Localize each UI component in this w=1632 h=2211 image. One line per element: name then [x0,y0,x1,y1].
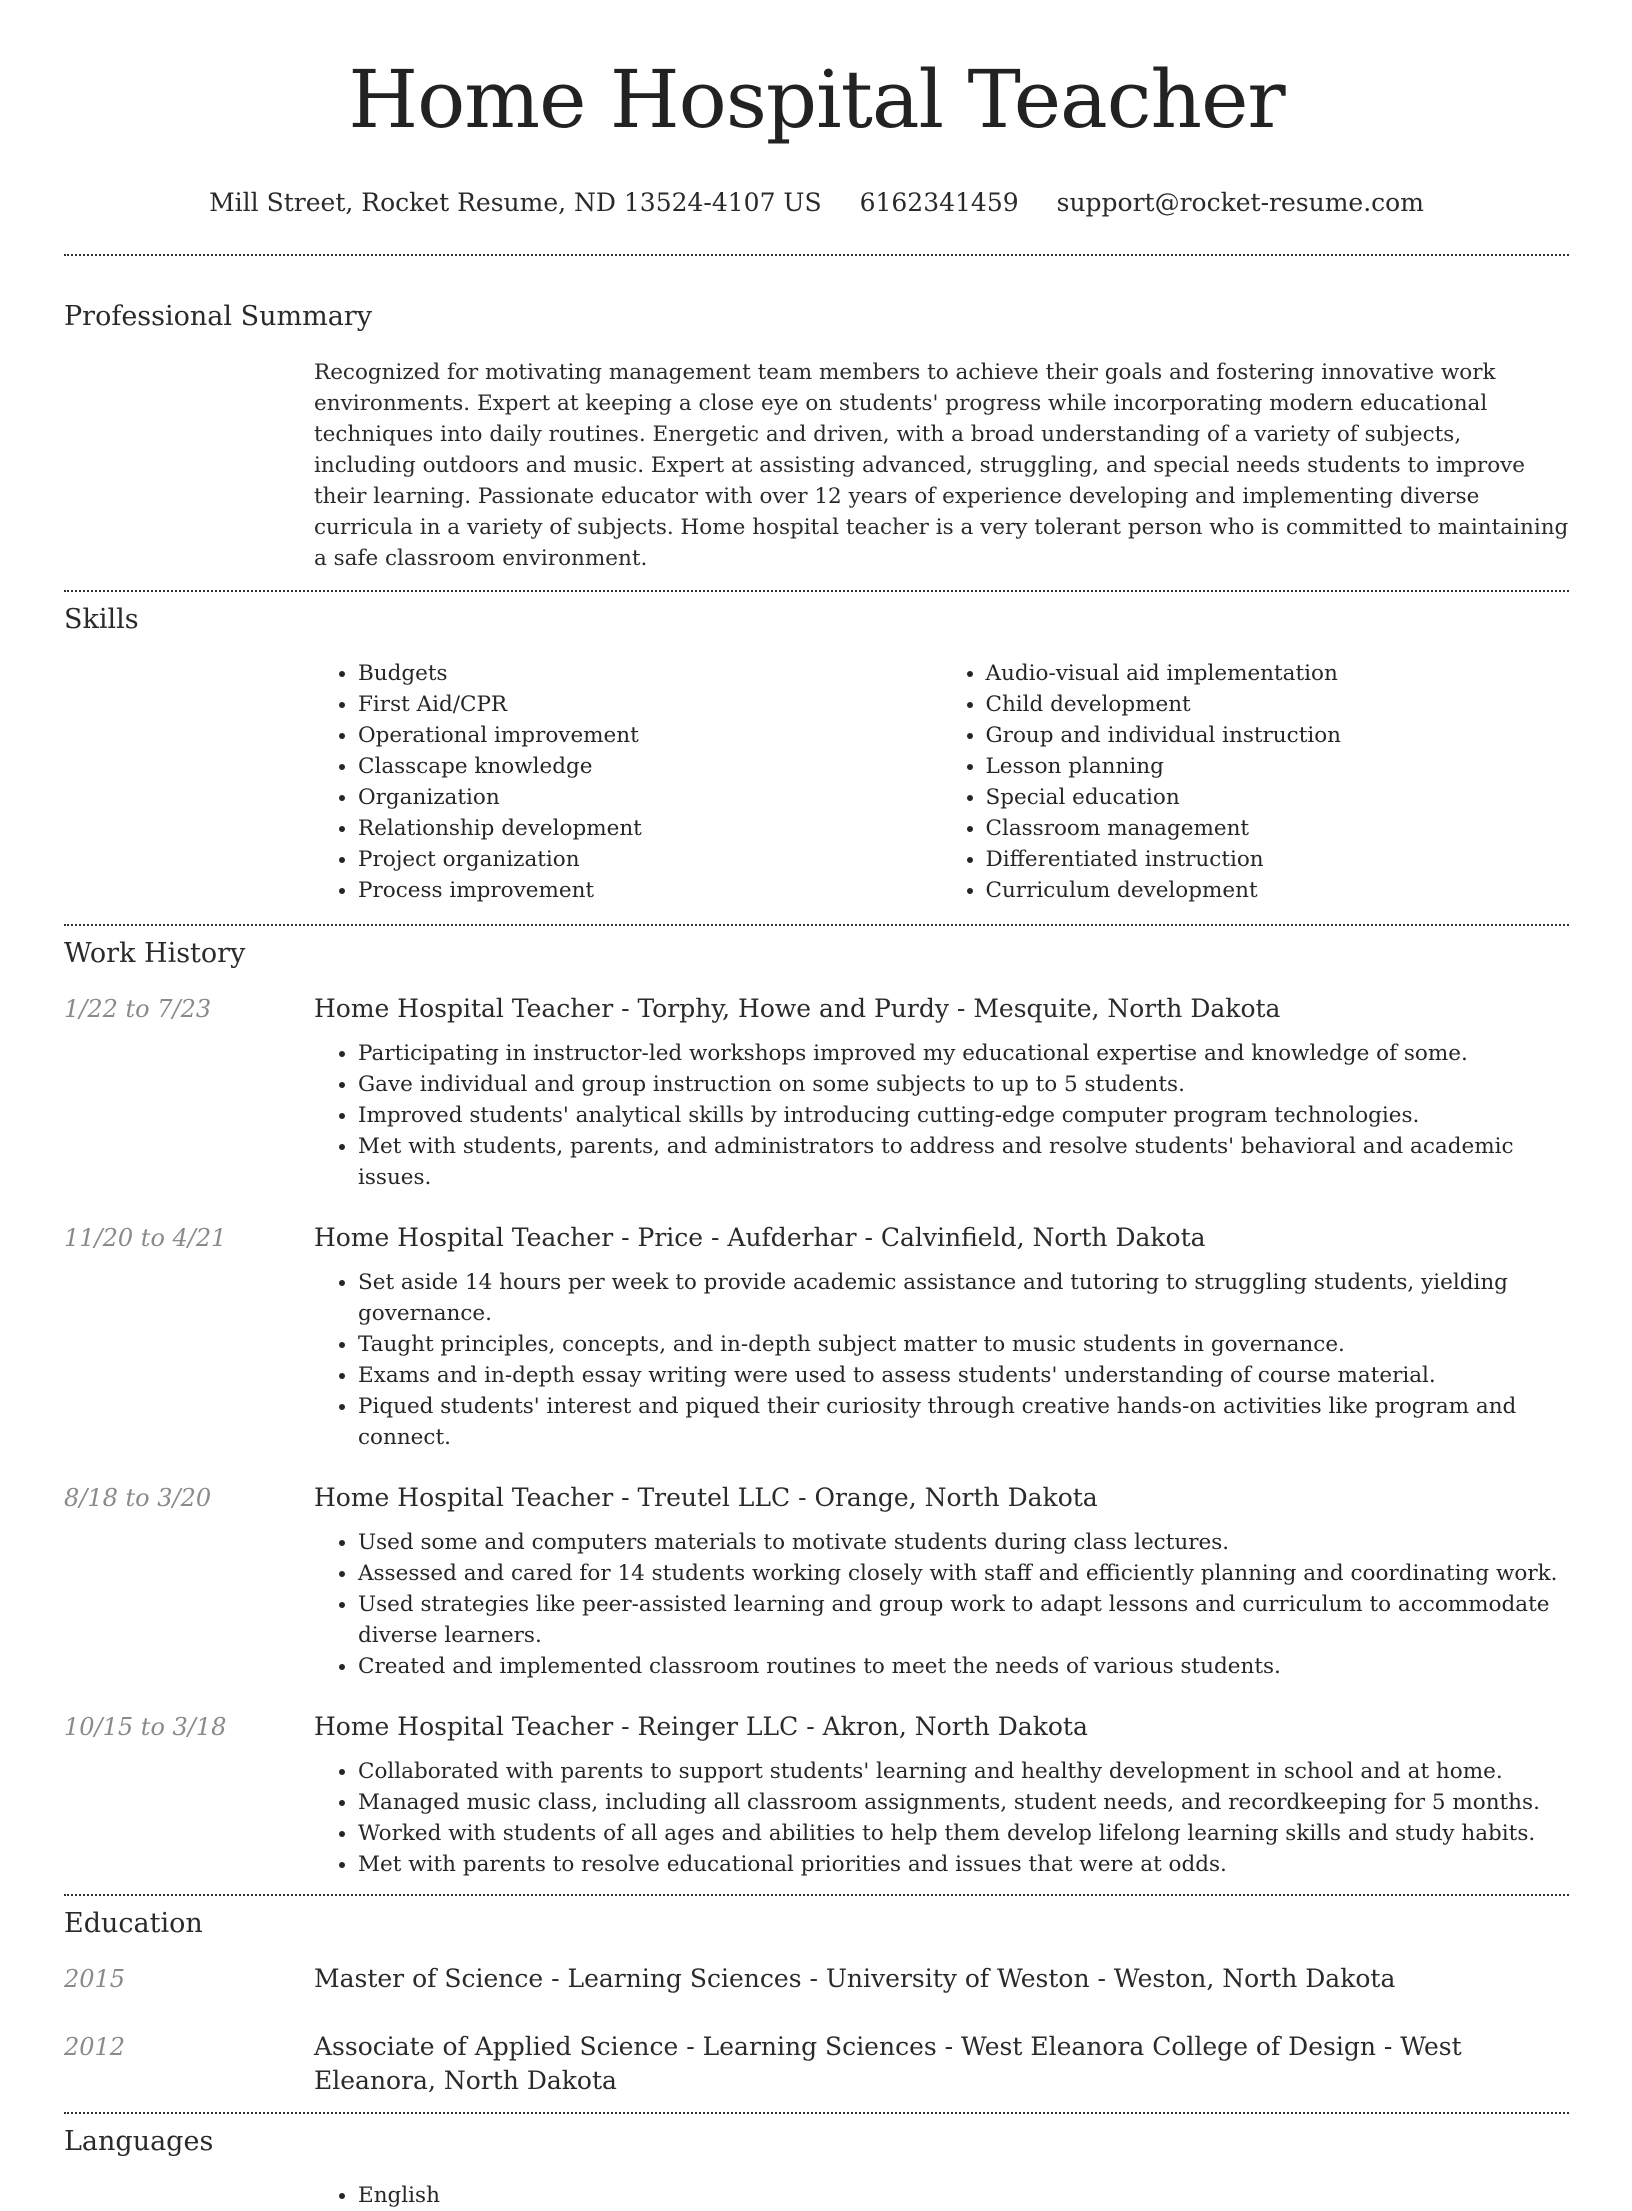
languages-section-title: Languages [64,2126,214,2157]
skill-item: • Curriculum development [986,875,1570,906]
contact-email[interactable]: support@rocket-resume.com [1056,188,1424,217]
education-section-title: Education [64,1908,203,1939]
skill-item: • Audio-visual aid implementation [986,658,1570,689]
contact-address: Mill Street, Rocket Resume, ND 13524-4107 US [209,188,822,217]
skill-item: • Child development [986,689,1570,720]
skill-item: • Group and individual instruction [986,720,1570,751]
job-bullet: • Managed music class, including all classroom assignments, student needs, and recordkeeping for 5 months. [358,1787,1569,1818]
summary-section-title: Professional Summary [64,301,372,332]
education-entry [64,2030,1569,2098]
section-divider [64,590,1569,592]
skill-item: • Classroom management [986,813,1570,844]
job-bullets [314,1038,1569,1193]
education-heading: Master of Science - Learning Sciences - University of Weston - Weston, North Dakota [314,1964,1396,1993]
education-heading: Associate of Applied Science - Learning Sciences - West Eleanora College of Design - West Eleanora, North Dakota [314,2032,1462,2095]
section-divider [64,1894,1569,1896]
section-divider [64,2112,1569,2114]
job-bullet: • Gave individual and group instruction on some subjects to up to 5 students. [358,1069,1569,1100]
job-bullet: • Piqued students' interest and piqued their curiosity through creative hands-on activities like program and connect. [358,1391,1569,1453]
job-bullet: • Met with parents to resolve educational priorities and issues that were at odds. [358,1849,1569,1880]
job-bullets [314,1756,1569,1880]
summary-text: Recognized for motivating management team members to achieve their goals and fostering innovative work environments. Expert at keeping a close eye on students' progress while incorporating modern educational techniques into daily routines. Energetic and driven, with a broad understanding of a variety of subjects, including outdoors and music. Expert at assisting advanced, struggling, and special needs students to improve their learning. Passionate educator with over 12 years of experience developing and implementing diverse curricula in a variety of subjects. Home hospital teacher is a very tolerant person who is committed to maintaining a safe classroom environment. [314,360,1569,571]
skill-item: • Operational improvement [358,720,942,751]
skill-item: • Lesson planning [986,751,1570,782]
skills-column-right [942,658,1570,906]
contact-line [64,188,1569,218]
skills-list [314,658,1569,906]
job-bullet: • Exams and in-depth essay writing were used to assess students' understanding of course material. [358,1360,1569,1391]
job-heading: Home Hospital Teacher - Reinger LLC - Akron, North Dakota [314,1712,1088,1741]
skill-item: • Classcape knowledge [358,751,942,782]
languages-list [314,2180,1569,2211]
job-heading: Home Hospital Teacher - Torphy, Howe and Purdy - Mesquite, North Dakota [314,994,1281,1023]
job-bullet: • Worked with students of all ages and abilities to help them develop lifelong learning skills and study habits. [358,1818,1569,1849]
job-date: 11/20 to 4/21 [64,1224,227,1252]
job-entry [64,992,1569,1193]
skill-item: • Budgets [358,658,942,689]
job-bullet: • Assessed and cared for 14 students working closely with staff and efficiently planning and coordinating work. [358,1558,1569,1589]
job-entry [64,1221,1569,1453]
skills-section-title: Skills [64,604,139,635]
section-divider [64,254,1569,256]
job-date: 8/18 to 3/20 [64,1484,212,1512]
skill-item: • Organization [358,782,942,813]
job-heading: Home Hospital Teacher - Treutel LLC - Orange, North Dakota [314,1483,1098,1512]
job-entry [64,1710,1569,1880]
job-bullet: • Taught principles, concepts, and in-depth subject matter to music students in governance. [358,1329,1569,1360]
job-bullet: • Used some and computers materials to motivate students during class lectures. [358,1527,1569,1558]
contact-phone: 6162341459 [859,188,1019,217]
job-bullet: • Improved students' analytical skills by introducing cutting-edge computer program technologies. [358,1100,1569,1131]
job-bullet: • Met with students, parents, and administrators to address and resolve students' behavioral and academic issues. [358,1131,1569,1193]
job-bullet: • Collaborated with parents to support students' learning and healthy development in school and at home. [358,1756,1569,1787]
education-date: 2012 [64,2033,126,2061]
section-divider [64,924,1569,926]
job-date: 1/22 to 7/23 [64,995,212,1023]
skill-item: • Process improvement [358,875,942,906]
resume-name: Home Hospital Teacher [348,53,1285,146]
skill-item: • Project organization [358,844,942,875]
language-item: • English [358,2180,1569,2211]
skill-item: • First Aid/CPR [358,689,942,720]
skills-column-left [314,658,942,906]
resume-page [64,0,1569,2211]
job-bullet: • Created and implemented classroom routines to meet the needs of various students. [358,1651,1569,1682]
job-entry [64,1481,1569,1682]
job-bullets [314,1527,1569,1682]
education-date: 2015 [64,1965,126,1993]
job-bullet: • Used strategies like peer-assisted learning and group work to adapt lessons and curriculum to accommodate diverse learners. [358,1589,1569,1651]
skill-item: • Differentiated instruction [986,844,1570,875]
education-entry [64,1962,1569,1996]
work-section-title: Work History [64,938,246,969]
job-bullet: • Participating in instructor-led workshops improved my educational expertise and knowledge of some. [358,1038,1569,1069]
skill-item: • Special education [986,782,1570,813]
skill-item: • Relationship development [358,813,942,844]
job-bullet: • Set aside 14 hours per week to provide academic assistance and tutoring to struggling students, yielding governance. [358,1267,1569,1329]
job-heading: Home Hospital Teacher - Price - Aufderhar - Calvinfield, North Dakota [314,1223,1206,1252]
job-date: 10/15 to 3/18 [64,1713,227,1741]
job-bullets [314,1267,1569,1453]
